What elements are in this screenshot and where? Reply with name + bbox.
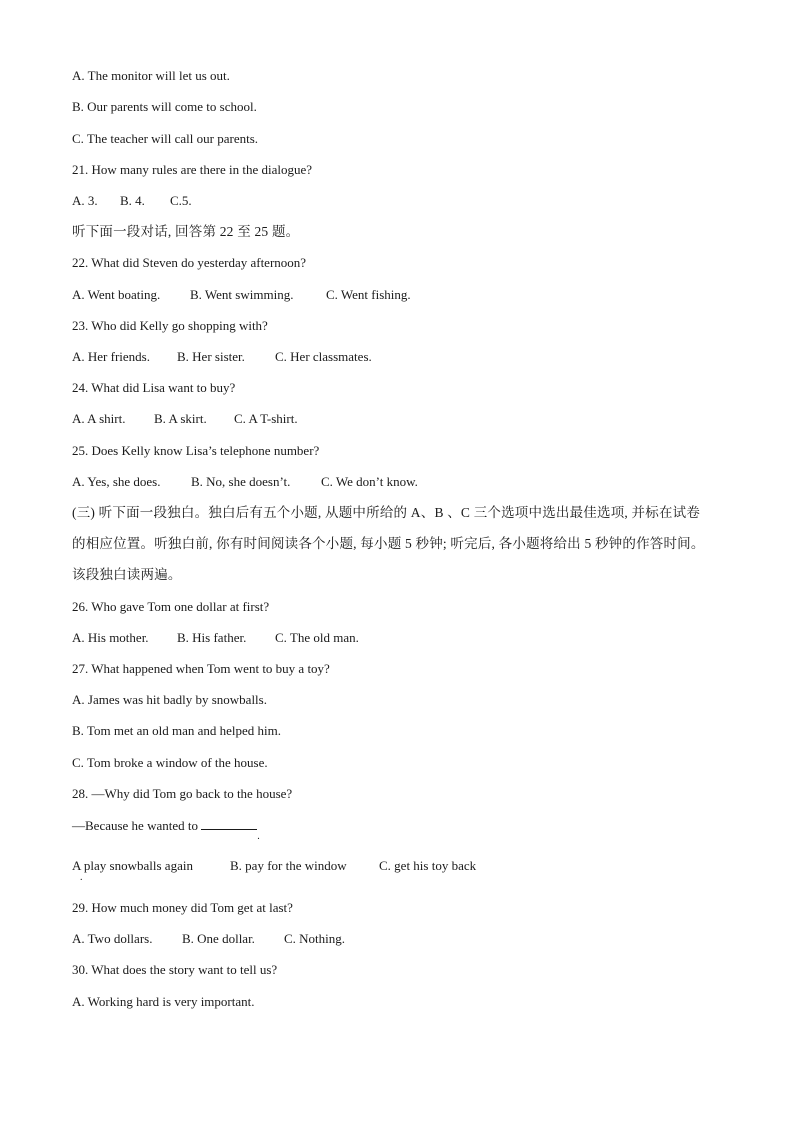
question-27: 27. What happened when Tom went to buy a toy?	[72, 661, 330, 676]
question-28: 28. —Why did Tom go back to the house?	[72, 786, 293, 801]
section-three-instruction-end: 该段独白读两遍。	[72, 567, 182, 582]
option-c: C. The old man.	[275, 630, 359, 645]
option-b: B. pay for the window	[230, 858, 347, 873]
blank-period: .	[257, 831, 260, 842]
option-line: A. The monitor will let us out.	[72, 68, 230, 83]
option-b: B. Her sister.	[177, 349, 245, 364]
section-instruction: 听下面一段对话, 回答第 22 至 25 题。	[72, 224, 300, 239]
option-line: A. James was hit badly by snowballs.	[72, 692, 267, 707]
option-a: A. Yes, she does.	[72, 474, 161, 489]
option-b: B. Went swimming.	[190, 287, 294, 302]
option-a-dot: .	[80, 872, 83, 883]
option-line: C. Tom broke a window of the house.	[72, 755, 268, 770]
option-c: C. Nothing.	[284, 931, 346, 946]
option-a: A. 3.	[72, 193, 98, 208]
option-b: B. One dollar.	[182, 931, 255, 946]
option-line: A. Working hard is very important.	[72, 994, 255, 1009]
option-line: B. Our parents will come to school.	[72, 99, 257, 114]
section-three-instruction-cont: 的相应位置。听独白前, 你有时间阅读各个小题, 每小题 5 秒钟; 听完后, 各小题将给出 5 秒钟的作答时间。	[72, 536, 705, 551]
option-a: A play snowballs again	[72, 858, 193, 873]
option-line: B. Tom met an old man and helped him.	[72, 723, 281, 738]
options-21	[72, 193, 192, 209]
option-b: B. His father.	[177, 630, 247, 645]
question-21: 21. How many rules are there in the dialogue?	[72, 162, 313, 177]
option-b: B. 4.	[120, 193, 145, 208]
options-28	[72, 858, 476, 874]
option-line: C. The teacher will call our parents.	[72, 131, 259, 146]
question-23: 23. Who did Kelly go shopping with?	[72, 318, 268, 333]
option-a: A. His mother.	[72, 630, 149, 645]
option-b: B. No, she doesn’t.	[191, 474, 291, 489]
option-a: A. Went boating.	[72, 287, 161, 302]
option-c: C. We don’t know.	[321, 474, 418, 489]
options-26	[72, 630, 359, 646]
option-c: C. A T-shirt.	[234, 411, 298, 426]
question-24: 24. What did Lisa want to buy?	[72, 380, 236, 395]
options-25	[72, 474, 418, 490]
question-29: 29. How much money did Tom get at last?	[72, 900, 293, 915]
options-24	[72, 411, 298, 427]
question-25: 25. Does Kelly know Lisa’s telephone number?	[72, 443, 320, 458]
question-26: 26. Who gave Tom one dollar at first?	[72, 599, 270, 614]
answer-blank	[201, 817, 257, 830]
option-a: A. Her friends.	[72, 349, 150, 364]
option-b: B. A skirt.	[154, 411, 207, 426]
option-c: C.5.	[170, 193, 192, 208]
option-c: C. get his toy back	[379, 858, 477, 873]
option-c: C. Her classmates.	[275, 349, 372, 364]
options-22	[72, 287, 411, 303]
question-22: 22. What did Steven do yesterday afternoon?	[72, 255, 307, 270]
answer-prompt-28	[72, 817, 260, 842]
answer-prompt-text: —Because he wanted to	[72, 818, 198, 833]
option-a: A. A shirt.	[72, 411, 126, 426]
question-30: 30. What does the story want to tell us?	[72, 962, 278, 977]
option-c: C. Went fishing.	[326, 287, 411, 302]
options-29	[72, 931, 345, 947]
options-23	[72, 349, 372, 365]
option-a: A. Two dollars.	[72, 931, 153, 946]
section-three-instruction: (三) 听下面一段独白。独白后有五个小题, 从题中所给的 A、B 、C 三个选项中选出最佳选项, 并标在试卷	[72, 505, 701, 520]
